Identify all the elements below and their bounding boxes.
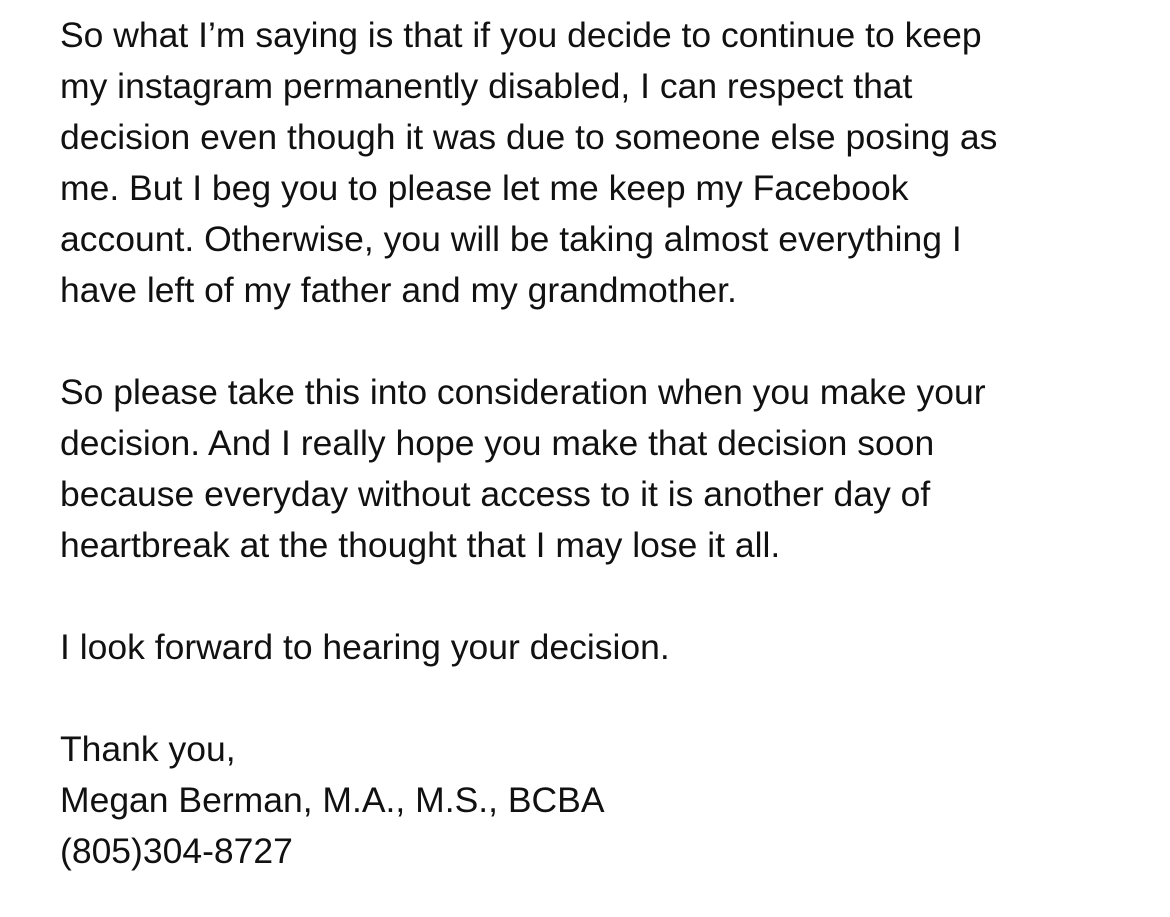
text-line: heartbreak at the thought that I may lose it all. xyxy=(60,525,781,565)
paragraph-3 xyxy=(60,622,1150,673)
paragraph-gap xyxy=(60,571,1150,622)
text-line: So please take this into consideration when you make your xyxy=(60,372,986,412)
signature-name: Megan Berman, M.A., M.S., BCBA xyxy=(60,780,605,820)
paragraph-gap xyxy=(60,673,1150,724)
text-line: me. But I beg you to please let me keep my Facebook xyxy=(60,168,909,208)
signature-closing: Thank you, xyxy=(60,729,236,769)
paragraph-2 xyxy=(60,367,1150,571)
text-line: decision. And I really hope you make that decision soon xyxy=(60,423,935,463)
text-line: So what I’m saying is that if you decide to continue to keep xyxy=(60,15,982,55)
text-line: I look forward to hearing your decision. xyxy=(60,627,670,667)
text-line: account. Otherwise, you will be taking almost everything I xyxy=(60,219,962,259)
text-line: decision even though it was due to someone else posing as xyxy=(60,117,998,157)
paragraph-1 xyxy=(60,10,1150,316)
letter-body xyxy=(60,10,1150,877)
signature-block xyxy=(60,724,1150,877)
text-line: my instagram permanently disabled, I can respect that xyxy=(60,66,913,106)
paragraph-gap xyxy=(60,316,1150,367)
signature-phone: (805)304-8727 xyxy=(60,831,293,871)
text-line: because everyday without access to it is another day of xyxy=(60,474,931,514)
text-line: have left of my father and my grandmother. xyxy=(60,270,737,310)
